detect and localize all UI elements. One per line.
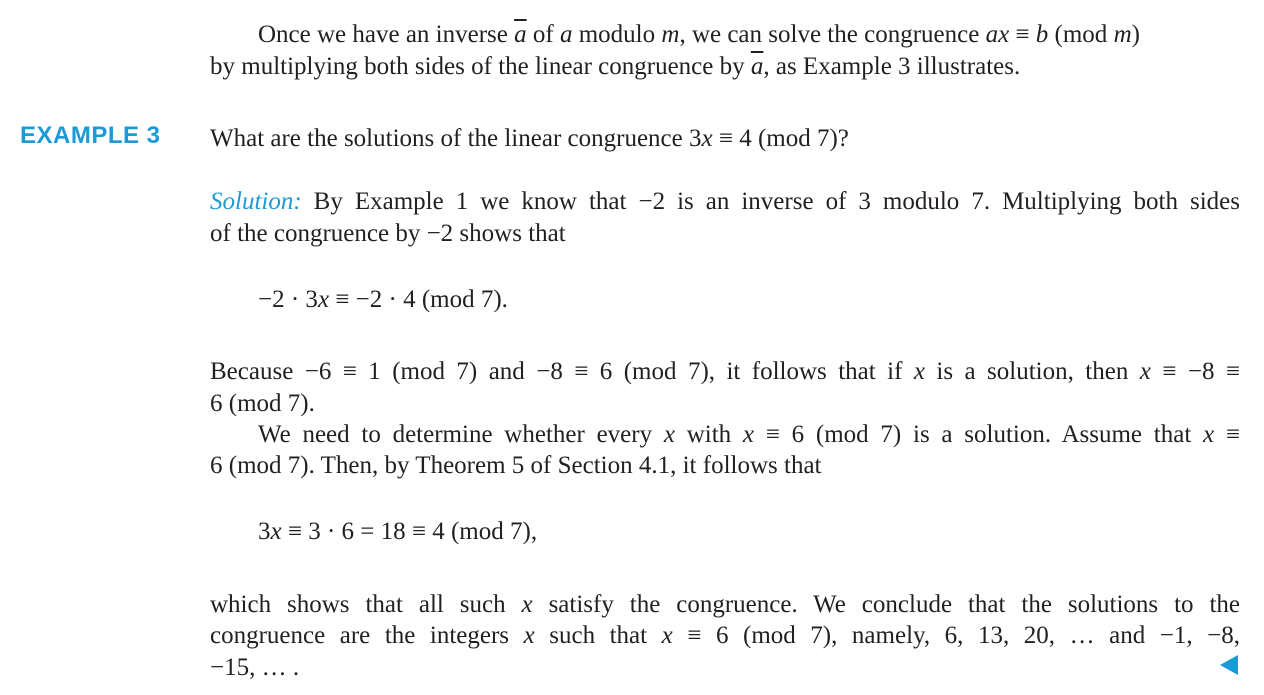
- solution-label: Solution:: [210, 188, 302, 215]
- conclusion-line-1: which shows that all such x satisfy the congruence. We conclude that the solutions to the: [210, 591, 1240, 618]
- intro-line-2: by multiplying both sides of the linear congruence by $\overline{a}$, as Example 3 illustrates.: [210, 53, 1021, 80]
- solution-line-2: of the congruence by −2 shows that: [210, 220, 566, 247]
- equation-1: −2 · 3x ≡ −2 · 4 (mod 7).: [258, 286, 508, 313]
- intro-text: Once we have an inverse: [258, 21, 515, 48]
- end-of-example-triangle-icon: [1220, 655, 1238, 675]
- need-line-2: 6 (mod 7). Then, by Theorem 5 of Section 4.1, it follows that: [210, 452, 822, 479]
- intro-line-1: Once we have an inverse $\overline{a}$ of a modulo m, we can solve the congruence ax ≡ b (mod m): [258, 21, 1140, 48]
- a-bar-symbol: $\overline{a}$: [750, 53, 764, 80]
- need-line-1: We need to determine whether every x with x ≡ 6 (mod 7) is a solution. Assume that x ≡: [258, 421, 1240, 448]
- conclusion-line-2: congruence are the integers x such that x ≡ 6 (mod 7), namely, 6, 13, 20, … and −1, −8,: [210, 622, 1240, 649]
- example-label: EXAMPLE 3: [20, 122, 161, 149]
- because-line-2: 6 (mod 7).: [210, 390, 315, 417]
- example-question: What are the solutions of the linear congruence 3x ≡ 4 (mod 7)?: [210, 125, 849, 152]
- equation-2: 3x ≡ 3 · 6 = 18 ≡ 4 (mod 7),: [258, 518, 538, 545]
- solution-line-1: Solution: By Example 1 we know that −2 is an inverse of 3 modulo 7. Multiplying both sides: [210, 188, 1240, 215]
- because-line-1: Because −6 ≡ 1 (mod 7) and −8 ≡ 6 (mod 7), it follows that if x is a solution, then x ≡ −8 ≡: [210, 358, 1240, 385]
- a-bar-symbol: $\overline{a}$: [514, 21, 527, 48]
- conclusion-line-3: −15, … .: [210, 654, 300, 681]
